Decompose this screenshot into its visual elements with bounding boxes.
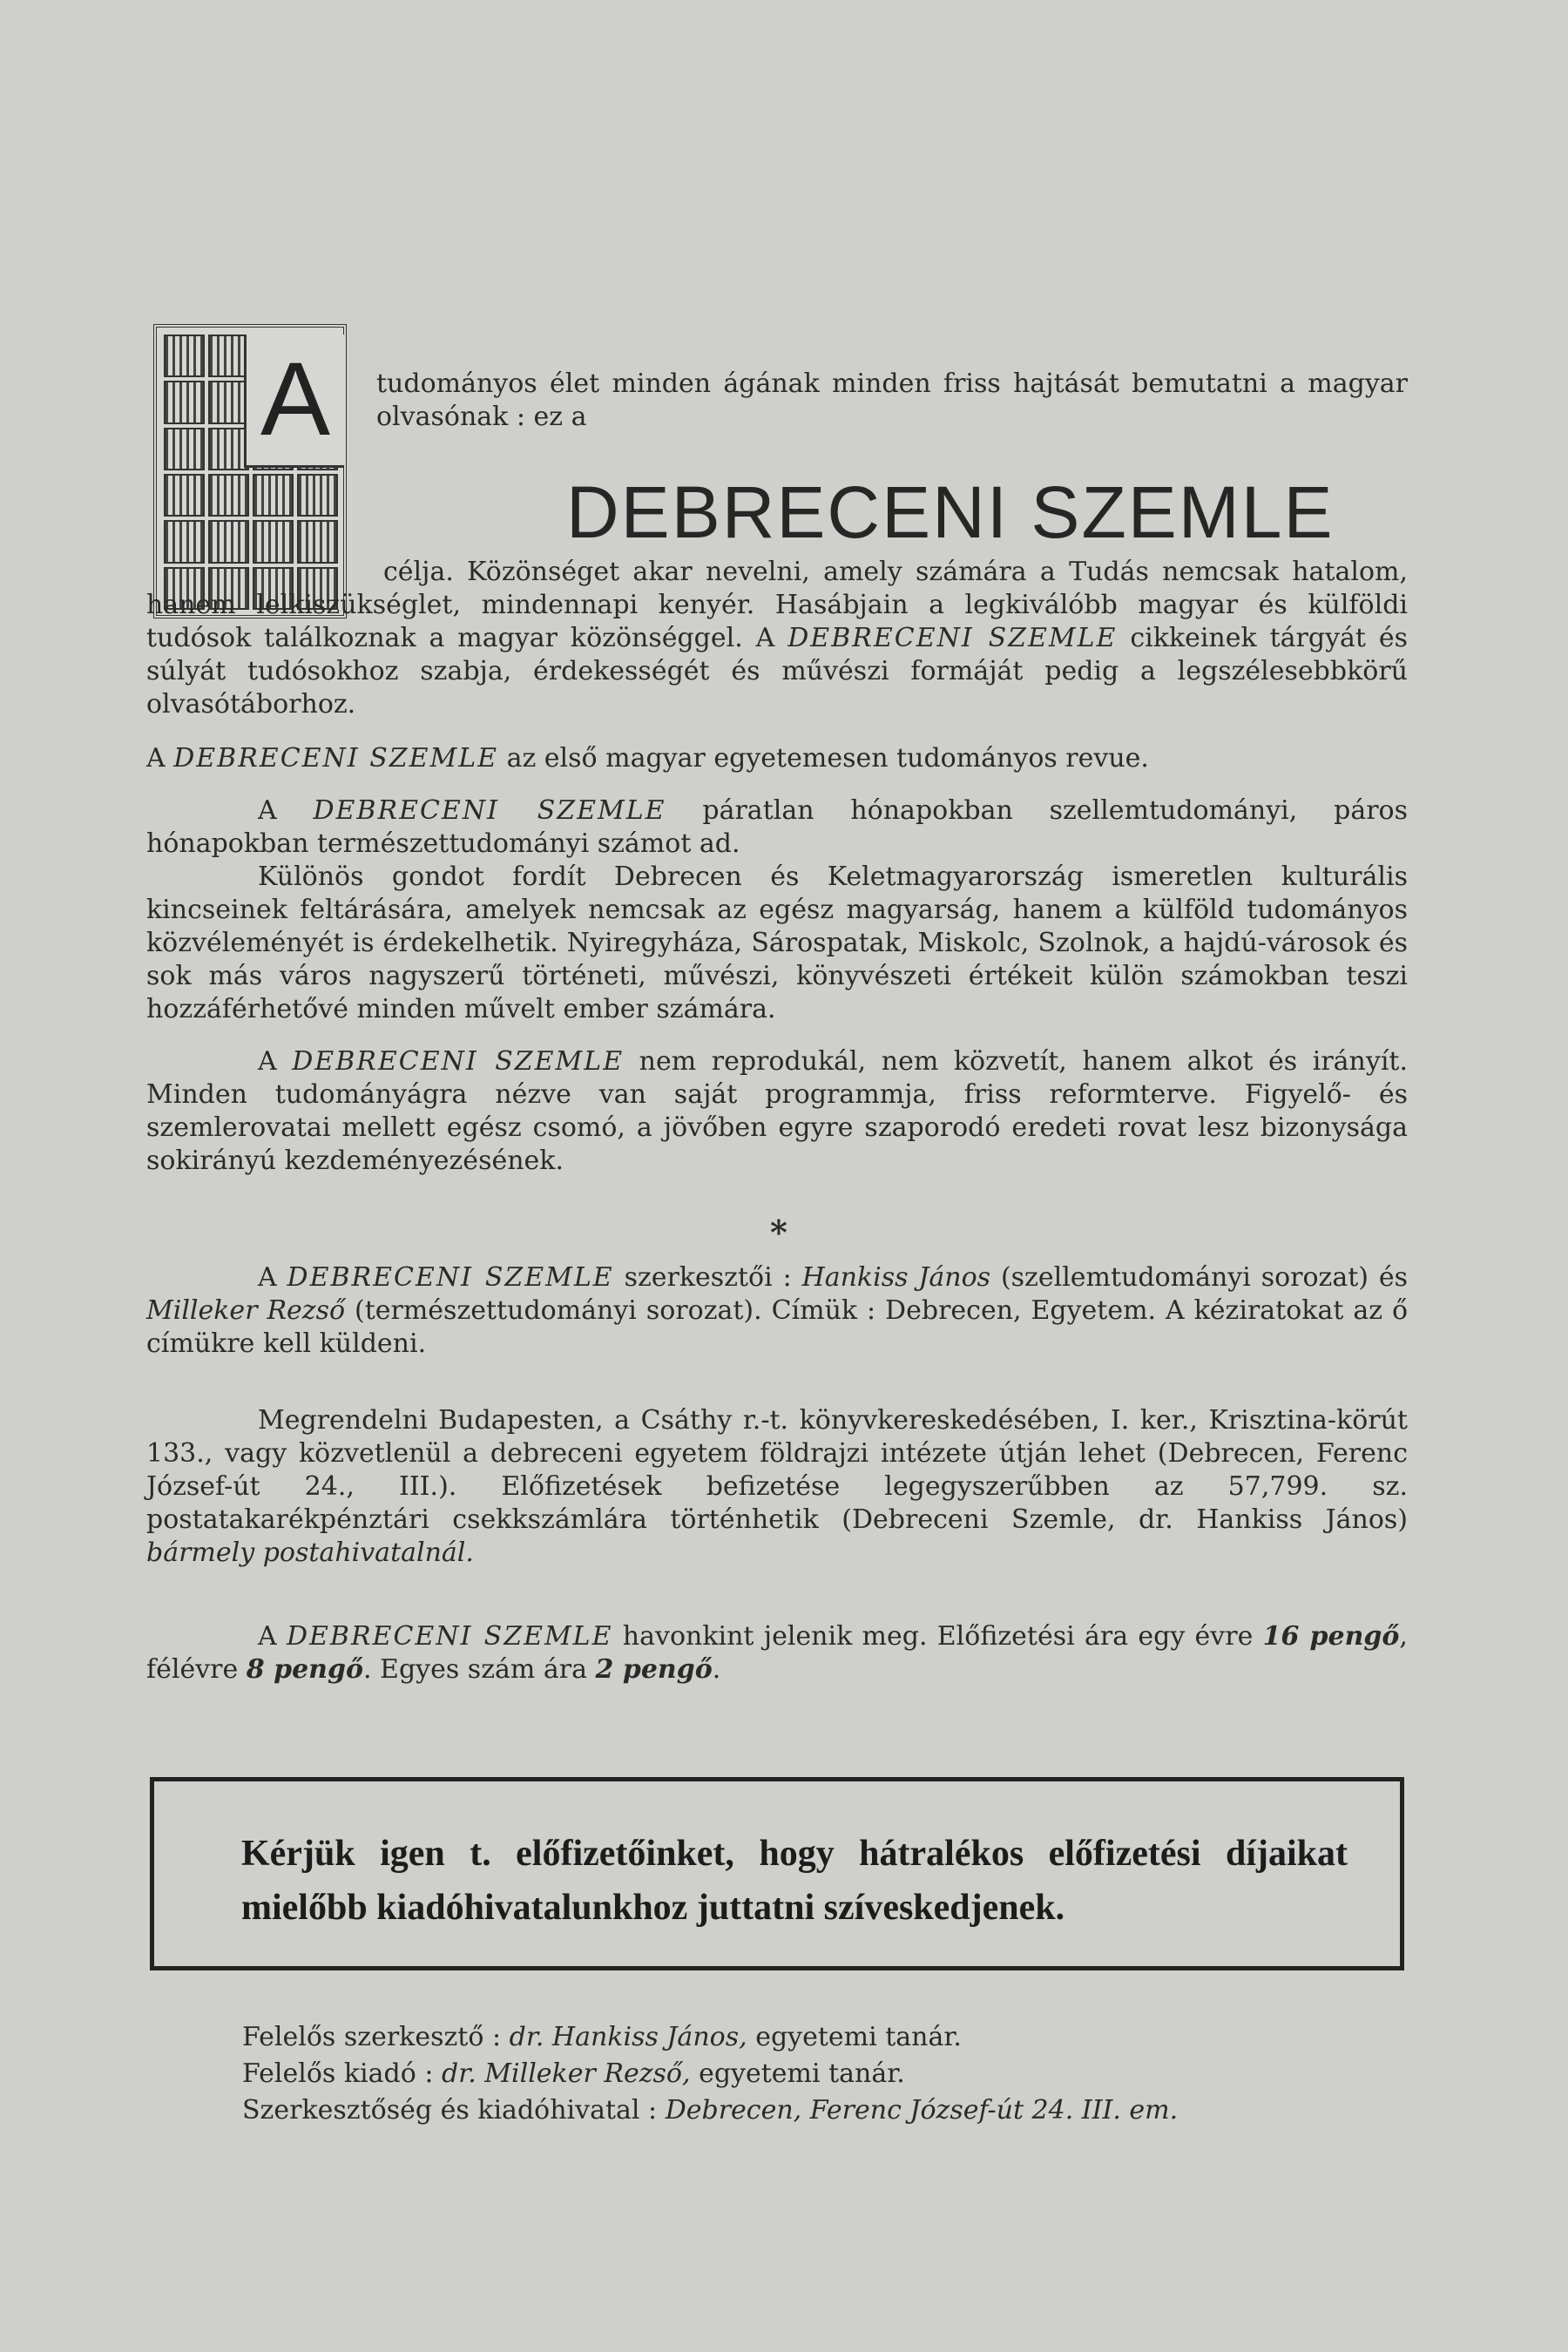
payment-notice-text: Kérjük igen t. előfizetőinket, hogy hátralékos előfizetési díjaikat mielőbb kiadóhivatalunkhoz juttatni szíveskedjenek. [241,1834,1348,1928]
masthead-title: DEBRECENI SZEMLE [566,471,1335,553]
imprint-publisher: Felelős kiadó : dr. Milleker Rezső, egyetemi tanár. [242,2058,905,2089]
order-paragraph: Megrendelni Budapesten, a Csáthy r.-t. könyvkereskedésében, I. ker., Krisztina-körút 133., vagy közvetlenül a debreceni egyetem földrajzi intézete útján lehet (Debrecen, Ferenc József-út 24., III.). Előfizetések befizetése legegyszerűbben az 57,799. sz. postatakarékpénztári csekkszámlára történhetik (Debreceni Szemle, dr. Hankiss János) bármely postahivatalnál. [146,1405,1408,1568]
intro-line-2: célja. Közönséget akar nevelni, amely számára a Tudás nemcsak hatalom, hanem lelkiszükséglet, mindennapi kenyér. Hasábjain a legkiválóbb magyar és külföldi tudósok találkoznak a magyar közönséggel. A DEBRECENI SZEMLE cikkeinek tárgyát és súlyát tudósokhoz szabja, érdekességét és művészi formáját pedig a legszélesebbkörű olvasótáborhoz. [146,557,1408,720]
initial-letter-box [244,335,344,468]
intro-text-top [376,368,1408,434]
payment-notice-box [150,1777,1404,1970]
paragraph-revue: A DEBRECENI SZEMLE az első magyar egyetemesen tudományos revue. [146,743,1149,774]
paragraph-program: A DEBRECENI SZEMLE nem reprodukál, nem közvetít, hanem alkot és irányít. Minden tudományágra nézve van saját programmja, friss reformterve. Figyelő- és szemlerovatai mellett egész csomó, a jövőben egyre szaporodó eredeti rovat lesz bizonysága sokirányú kezdeményezésének. [146,1046,1409,1176]
imprint [242,2019,1178,2129]
initial-letter: A [260,341,331,457]
paragraph-issues: A DEBRECENI SZEMLE páratlan hónapokban szellemtudományi, páros hónapokban természettudományi számot ad. [146,795,1409,859]
section-separator: * [770,1213,787,1252]
imprint-editor: Felelős szerkesztő : dr. Hankiss János, egyetemi tanár. [242,2022,962,2052]
pricing-paragraph: A DEBRECENI SZEMLE havonkint jelenik meg. Előfizetési ára egy évre 16 pengő, félévre 8 pengő. Egyes szám ára 2 pengő. [146,1621,1408,1685]
paragraph-regions: Különös gondot fordít Debrecen és Keletmagyarország ismeretlen kulturális kincseinek feltárására, amelyek nemcsak az egész magyarság, hanem a külföld tudományos közvéleményét is érdekelhetik. Nyiregyháza, Sárospatak, Miskolc, Szolnok, a hajdú-városok és sok más város nagyszerű történeti, művészi, könyvészeti értékeit külön számokban teszi hozzáférhetővé minden művelt ember számára. [146,862,1408,1024]
imprint-office: Szerkesztőség és kiadóhivatal : Debrecen, Ferenc József-út 24. III. em. [242,2095,1179,2126]
intro-line-1: tudományos élet minden ágának minden friss hajtását bemutatni a magyar olvasónak : ez a [376,368,1408,432]
intro-text-bottom [146,556,1408,721]
body-paragraphs [146,742,1408,1178]
editors-paragraph: A DEBRECENI SZEMLE szerkesztői : Hankiss János (szellemtudományi sorozat) és Milleker Rezső (természettudományi sorozat). Címük : Debrecen, Egyetem. A kéziratokat az ő címükre kell küldeni. [146,1262,1409,1359]
